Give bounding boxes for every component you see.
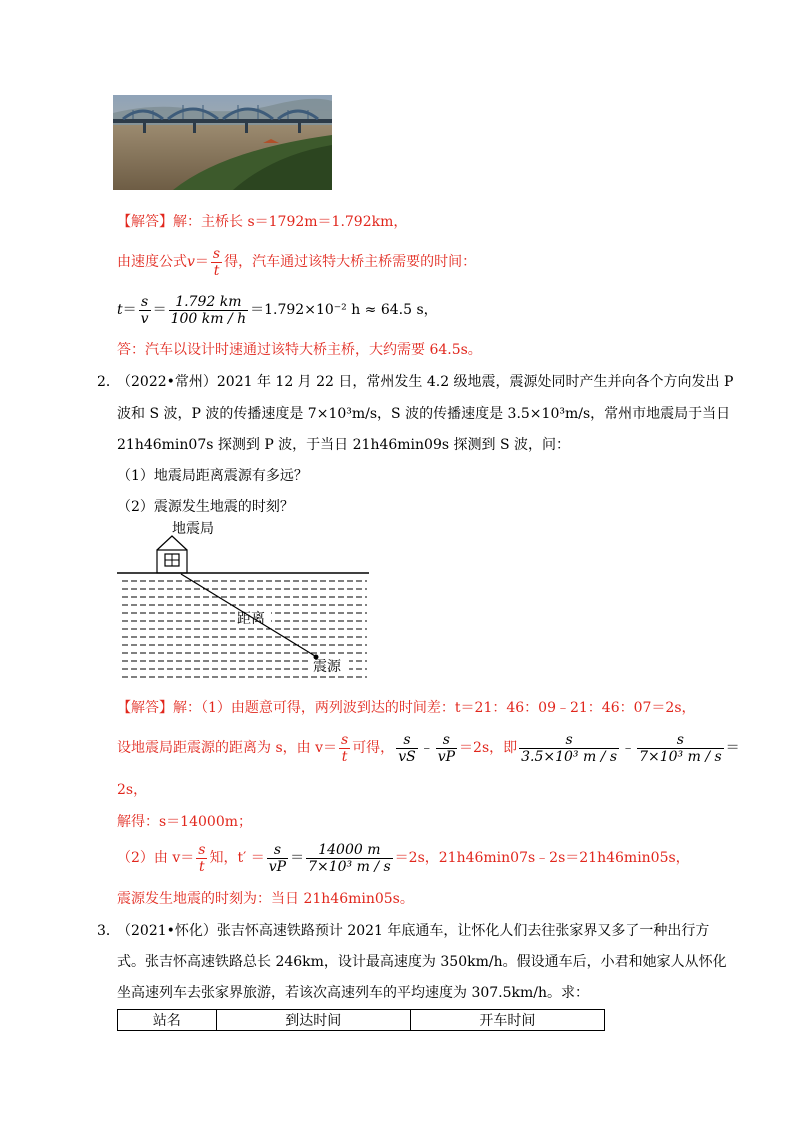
- station-house: [157, 536, 187, 573]
- answer2-line2: 设地震局距震源的距离为 s，由 v＝ $\frac{s}{t}$ 可得， $\frac{s}{vS}$ ﹣ $\frac{s}{vP}$ ＝2s，即 $\frac{s}{\text{3.5×10³ m / s}}$ ﹣ $\frac{s}{\text{7×10³ m / s}}$ ＝: [117, 731, 740, 765]
- earthquake-diagram: [117, 518, 372, 680]
- line2-prefix: 设地震局距震源的距离为 s，由 v＝: [117, 740, 337, 756]
- answer1-intro-text: 解：主桥长 s＝1792m＝1.792km，: [173, 214, 408, 230]
- answer2-line1-text: 解：（1）由题意可得，两列波到达的时间差：t＝21：46：09﹣21：46：07＝2s，: [173, 700, 696, 716]
- bridge-photo: [113, 95, 332, 190]
- calc-result: ＝1.792×10⁻² h ≈ 64.5 s，: [250, 302, 438, 318]
- fraction-s-over-vp: [436, 732, 457, 765]
- answer1-conclusion: 答：汽车以设计时速通过该特大桥主桥，大约需要 64.5s。: [117, 342, 482, 358]
- source-label: 震源: [313, 659, 341, 675]
- frac-den: t: [213, 262, 220, 279]
- answer2-line6: 震源发生地震的时刻为：当日 21h46min05s。: [117, 891, 414, 907]
- station-label: 地震局: [172, 521, 214, 537]
- q3-text-line2: 式。张吉怀高速铁路总长 246km，设计最高速度为 350km/h。假设通车后，小君和她家人从怀化: [117, 954, 727, 970]
- answer2-line4: 解得：s＝14000m；: [117, 814, 252, 830]
- line5-prefix: （2）由 v＝: [117, 850, 195, 866]
- line2-eq: ＝2s，即: [459, 740, 518, 756]
- answer2-line1: [117, 698, 696, 718]
- fraction-value: [306, 842, 393, 875]
- frac-den: 100 km / h: [170, 310, 247, 327]
- formula-prefix: 由速度公式: [117, 254, 187, 270]
- q2-text-line3: 21h46min07s 探测到 P 波，于当日 21h46min09s 探测到 S 波，问：: [117, 437, 570, 453]
- answer2-line5: （2）由 v＝ $\frac{s}{t}$ 知，t′ ＝ $\frac{s}{vP}$ ＝ $\frac{14000 m}{\text{7×10³ m / s}}$ ＝2s，21h46min07s﹣2s＝21h46min05s，: [117, 841, 690, 875]
- frac-num: s: [519, 732, 619, 749]
- table-header-row: [118, 1010, 605, 1031]
- frac-den: 7×10³ m / s: [308, 858, 391, 875]
- fraction-distance-over-speed: [169, 294, 249, 327]
- formula-suffix: 得，汽车通过该特大桥主桥需要的时间：: [224, 254, 477, 270]
- frac-num: s: [396, 732, 418, 749]
- table-header-station: 站名: [118, 1010, 217, 1031]
- fraction-s-over-vp: [267, 842, 288, 875]
- q2-number: 2．: [97, 374, 120, 390]
- q3-number: 3．: [97, 923, 120, 939]
- frac-den: vP: [268, 858, 287, 875]
- frac-den: t: [341, 748, 348, 765]
- q2-sub1: （1）地震局距离震源有多远？: [117, 468, 308, 484]
- fraction-s-over-vp-value: [637, 732, 724, 765]
- fraction-s-over-vs: [396, 732, 418, 765]
- frac-den: vS: [398, 748, 416, 765]
- distance-label: 距离: [237, 611, 265, 627]
- fraction-s-over-t: [339, 732, 350, 765]
- q3-text-line1: （2021•怀化）张吉怀高速铁路预计 2021 年底通车，让怀化人们去往张家界又多了一种出行方: [117, 923, 710, 939]
- q2-sub2: （2）震源发生地震的时刻？: [117, 499, 294, 515]
- q2-text-line1: （2022•常州）2021 年 12 月 22 日，常州发生 4.2 级地震，震源处同时产生并向各个方向发出 P: [117, 374, 734, 390]
- frac-num: 14000 m: [306, 842, 393, 859]
- frac-num: s: [212, 245, 221, 262]
- q2-text-line2: 波和 S 波，P 波的传播速度是 7×10³m/s，S 波的传播速度是 3.5×10³m/s，常州市地震局于当日: [117, 406, 731, 422]
- answer-label: 【解答】: [117, 700, 173, 716]
- table-header-arrival: 到达时间: [216, 1010, 410, 1031]
- frac-den: t: [199, 858, 205, 875]
- line2-mid: 可得，: [352, 740, 395, 756]
- table-header-departure: 开车时间: [410, 1010, 604, 1031]
- answer2-line3: 2s，: [117, 782, 148, 798]
- line2-end: ＝: [725, 740, 740, 756]
- frac-den: vP: [437, 748, 456, 765]
- frac-den: v: [140, 310, 149, 327]
- answer1-calc-line: t＝ $\frac{s}{v}$ ＝ $\frac{1.792 km}{100 km / h}$ ＝1.792×10⁻² h ≈ 64.5 s，: [117, 293, 438, 327]
- frac-num: s: [436, 732, 457, 749]
- fraction-s-over-t: [211, 246, 222, 279]
- answer-label: 【解答】: [117, 214, 173, 230]
- frac-num: s: [139, 294, 151, 311]
- frac-num: s: [198, 841, 206, 858]
- frac-den: 3.5×10³ m / s: [521, 748, 618, 765]
- frac-num: s: [267, 842, 288, 859]
- fraction-s-over-vs-value: [519, 732, 619, 765]
- frac-num: s: [341, 731, 349, 748]
- answer1-intro: [117, 212, 407, 232]
- calc-t: t: [117, 302, 123, 318]
- frac-num: 1.792 km: [169, 294, 249, 311]
- frac-den: 7×10³ m / s: [639, 748, 722, 765]
- line5-suffix: ＝2s，21h46min07s﹣2s＝21h46min05s，: [394, 850, 690, 866]
- formula-v: v: [187, 254, 195, 270]
- fraction-s-over-v: [139, 294, 151, 327]
- line5-mid: 知，t′ ＝: [209, 850, 265, 866]
- q3-text-line3: 坐高速列车去张家界旅游，若该次高速列车的平均速度为 307.5km/h。求：: [117, 985, 590, 1001]
- answer1-formula-line: 由速度公式v＝ $\frac{s}{t}$ 得，汽车通过该特大桥主桥需要的时间：: [117, 245, 477, 279]
- station-table: [117, 1009, 605, 1031]
- frac-num: s: [637, 732, 724, 749]
- fraction-s-over-t: [196, 842, 207, 875]
